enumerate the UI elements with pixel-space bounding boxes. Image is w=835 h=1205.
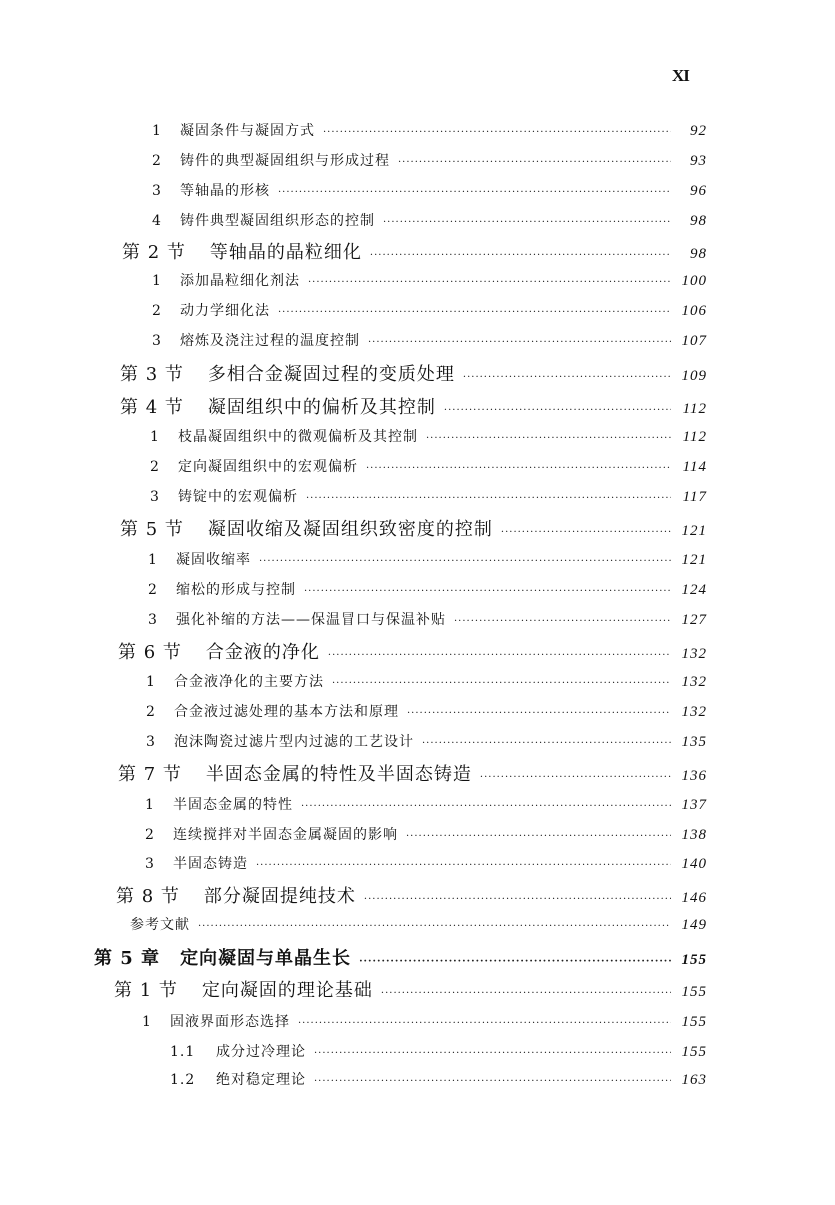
entry-number: 3 <box>148 612 158 628</box>
toc-entry[interactable] <box>146 701 707 721</box>
toc-entry[interactable] <box>150 426 707 446</box>
entry-title: 半固态铸造 <box>173 856 248 872</box>
entry-page: 149 <box>681 917 707 933</box>
leader-dots <box>314 1049 671 1059</box>
entry-page: 121 <box>681 552 707 568</box>
entry-title: 凝固条件与凝固方式 <box>180 123 315 139</box>
entry-title: 合金液过滤处理的基本方法和原理 <box>174 704 399 720</box>
page-roman-number: XI <box>672 66 689 85</box>
entry-title: 绝对稳定理论 <box>216 1072 306 1088</box>
leader-dots <box>198 922 671 932</box>
entry-number: 第 5 节 <box>120 519 184 540</box>
leader-dots <box>426 434 671 444</box>
entry-page: 132 <box>681 704 707 720</box>
entry-number: 第 6 节 <box>118 642 182 663</box>
leader-dots <box>463 373 671 383</box>
entry-page: 98 <box>690 213 707 229</box>
entry-title: 多相合金凝固过程的变质处理 <box>207 364 455 385</box>
entry-number: 第 8 节 <box>116 886 180 907</box>
entry-number: 1 <box>145 797 155 813</box>
entry-title: 泡沫陶瓷过滤片型内过滤的工艺设计 <box>174 734 414 750</box>
toc-entry[interactable] <box>148 579 707 599</box>
leader-dots <box>278 308 671 318</box>
toc-entry[interactable] <box>148 549 707 569</box>
toc-entry[interactable] <box>152 210 707 230</box>
toc-entry[interactable] <box>122 238 707 264</box>
leader-dots <box>398 158 671 168</box>
toc-entry[interactable] <box>145 794 707 814</box>
entry-number: 4 <box>152 213 162 229</box>
toc-entry[interactable] <box>145 824 707 844</box>
entry-page: 140 <box>681 856 707 872</box>
entry-number: 第 7 节 <box>118 764 182 785</box>
entry-page: 98 <box>690 246 707 262</box>
leader-dots <box>301 802 671 812</box>
entry-page: 132 <box>681 674 707 690</box>
entry-title: 固液界面形态选择 <box>170 1014 290 1030</box>
leader-dots <box>444 406 671 416</box>
entry-page: 96 <box>690 183 707 199</box>
leader-dots <box>306 494 671 504</box>
toc-entry[interactable] <box>152 300 707 320</box>
entry-page: 155 <box>681 1044 707 1060</box>
entry-title: 强化补缩的方法——保温冒口与保温补贴 <box>176 612 446 628</box>
leader-dots <box>323 128 671 138</box>
entry-title: 合金液净化的主要方法 <box>174 674 324 690</box>
entry-number: 第 1 节 <box>114 980 178 1001</box>
entry-title: 等轴晶的晶粒细化 <box>209 242 362 263</box>
entry-page: 137 <box>681 797 707 813</box>
leader-dots <box>304 587 671 597</box>
entry-page: 93 <box>690 153 707 169</box>
leader-dots <box>298 1019 671 1029</box>
toc-entry[interactable] <box>152 120 707 140</box>
entry-number: 2 <box>146 704 156 720</box>
leader-dots <box>406 832 671 842</box>
entry-number: 2 <box>145 827 155 843</box>
entry-title: 部分凝固提纯技术 <box>203 886 356 907</box>
entry-page: 92 <box>690 123 707 139</box>
entry-number: 2 <box>150 459 160 475</box>
toc-entry[interactable] <box>148 609 707 629</box>
toc-entry[interactable] <box>118 638 707 664</box>
entry-page: 155 <box>681 952 707 968</box>
entry-number: 2 <box>152 303 162 319</box>
leader-dots <box>308 278 671 288</box>
leader-dots <box>259 557 671 567</box>
entry-title: 凝固收缩率 <box>176 552 251 568</box>
entry-page: 100 <box>681 273 707 289</box>
entry-number: 第 5 章 <box>94 948 161 969</box>
leader-dots <box>407 709 671 719</box>
toc-entry[interactable] <box>152 150 707 170</box>
leader-dots <box>381 989 671 999</box>
entry-title: 铸件的典型凝固组织与形成过程 <box>180 153 390 169</box>
entry-title: 熔炼及浇注过程的温度控制 <box>180 333 360 349</box>
entry-number: 1 <box>152 273 162 289</box>
entry-title: 参考文献 <box>130 917 190 933</box>
toc-entry[interactable] <box>146 671 707 691</box>
entry-title: 凝固收缩及凝固组织致密度的控制 <box>207 519 493 540</box>
entry-page: 114 <box>682 459 707 475</box>
leader-dots <box>328 651 671 661</box>
entry-number: 1.2 <box>170 1072 196 1088</box>
entry-page: 124 <box>681 582 707 598</box>
entry-number: 1 <box>152 123 162 139</box>
entry-title: 缩松的形成与控制 <box>176 582 296 598</box>
entry-number: 1 <box>148 552 158 568</box>
toc-entry[interactable] <box>130 914 707 934</box>
entry-number: 3 <box>152 333 162 349</box>
entry-number: 1 <box>146 674 156 690</box>
leader-dots <box>422 739 671 749</box>
entry-number: 2 <box>148 582 158 598</box>
toc-entry[interactable] <box>120 360 707 386</box>
toc-entry[interactable] <box>142 1011 707 1031</box>
entry-page: 127 <box>681 612 707 628</box>
toc-entry[interactable] <box>152 330 707 350</box>
toc-entry[interactable] <box>120 515 707 541</box>
leader-dots <box>383 218 671 228</box>
entry-title: 凝固组织中的偏析及其控制 <box>207 397 436 418</box>
entry-page: 132 <box>681 646 707 662</box>
entry-page: 112 <box>682 429 707 445</box>
toc-entry[interactable] <box>152 270 707 290</box>
entry-page: 163 <box>681 1072 707 1088</box>
entry-title: 动力学细化法 <box>180 303 270 319</box>
entry-page: 121 <box>681 523 707 539</box>
entry-number: 3 <box>145 856 155 872</box>
leader-dots <box>359 957 671 967</box>
toc-entry[interactable] <box>150 486 707 506</box>
leader-dots <box>501 528 671 538</box>
entry-number: 3 <box>152 183 162 199</box>
toc-entry[interactable] <box>114 976 707 1002</box>
toc-entry[interactable] <box>145 853 707 873</box>
toc-entry[interactable] <box>94 944 707 970</box>
leader-dots <box>480 773 671 783</box>
entry-title: 半固态金属的特性 <box>173 797 293 813</box>
toc-entry[interactable] <box>150 456 707 476</box>
toc-entry[interactable] <box>146 731 707 751</box>
entry-number: 3 <box>146 734 156 750</box>
entry-title: 铸锭中的宏观偏析 <box>178 489 298 505</box>
entry-page: 155 <box>681 984 707 1000</box>
entry-title: 半固态金属的特性及半固态铸造 <box>205 764 472 785</box>
entry-title: 添加晶粒细化剂法 <box>180 273 300 289</box>
entry-number: 3 <box>150 489 160 505</box>
leader-dots <box>332 679 671 689</box>
toc-entry[interactable] <box>116 882 707 908</box>
entry-number: 2 <box>152 153 162 169</box>
leader-dots <box>278 188 671 198</box>
leader-dots <box>454 617 671 627</box>
entry-page: 136 <box>681 768 707 784</box>
leader-dots <box>364 895 671 905</box>
toc-entry[interactable] <box>118 760 707 786</box>
entry-title: 枝晶凝固组织中的微观偏析及其控制 <box>178 429 418 445</box>
entry-title: 成分过冷理论 <box>216 1044 306 1060</box>
entry-page: 107 <box>681 333 707 349</box>
leader-dots <box>366 464 671 474</box>
entry-number: 第 2 节 <box>122 242 186 263</box>
leader-dots <box>370 251 671 261</box>
leader-dots <box>256 861 671 871</box>
entry-title: 铸件典型凝固组织形态的控制 <box>180 213 375 229</box>
entry-title: 定向凝固组织中的宏观偏析 <box>178 459 358 475</box>
entry-page: 117 <box>682 489 707 505</box>
entry-title: 等轴晶的形核 <box>180 183 270 199</box>
entry-page: 112 <box>682 401 707 417</box>
entry-number: 1 <box>142 1014 152 1030</box>
entry-title: 合金液的净化 <box>205 642 320 663</box>
entry-page: 138 <box>681 827 707 843</box>
entry-title: 定向凝固的理论基础 <box>201 980 373 1001</box>
entry-title: 定向凝固与单晶生长 <box>180 948 352 969</box>
entry-number: 第 3 节 <box>120 364 184 385</box>
entry-page: 146 <box>681 890 707 906</box>
toc-entry[interactable] <box>152 180 707 200</box>
entry-page: 135 <box>681 734 707 750</box>
toc-entry[interactable] <box>170 1069 707 1089</box>
entry-page: 109 <box>681 368 707 384</box>
leader-dots <box>314 1077 671 1087</box>
leader-dots <box>368 338 671 348</box>
toc-entry[interactable] <box>170 1041 707 1061</box>
toc-entry[interactable] <box>120 393 707 419</box>
entry-page: 155 <box>681 1014 707 1030</box>
entry-number: 第 4 节 <box>120 397 184 418</box>
entry-title: 连续搅拌对半固态金属凝固的影响 <box>173 827 398 843</box>
entry-page: 106 <box>681 303 707 319</box>
entry-number: 1 <box>150 429 160 445</box>
entry-number: 1.1 <box>170 1044 196 1060</box>
